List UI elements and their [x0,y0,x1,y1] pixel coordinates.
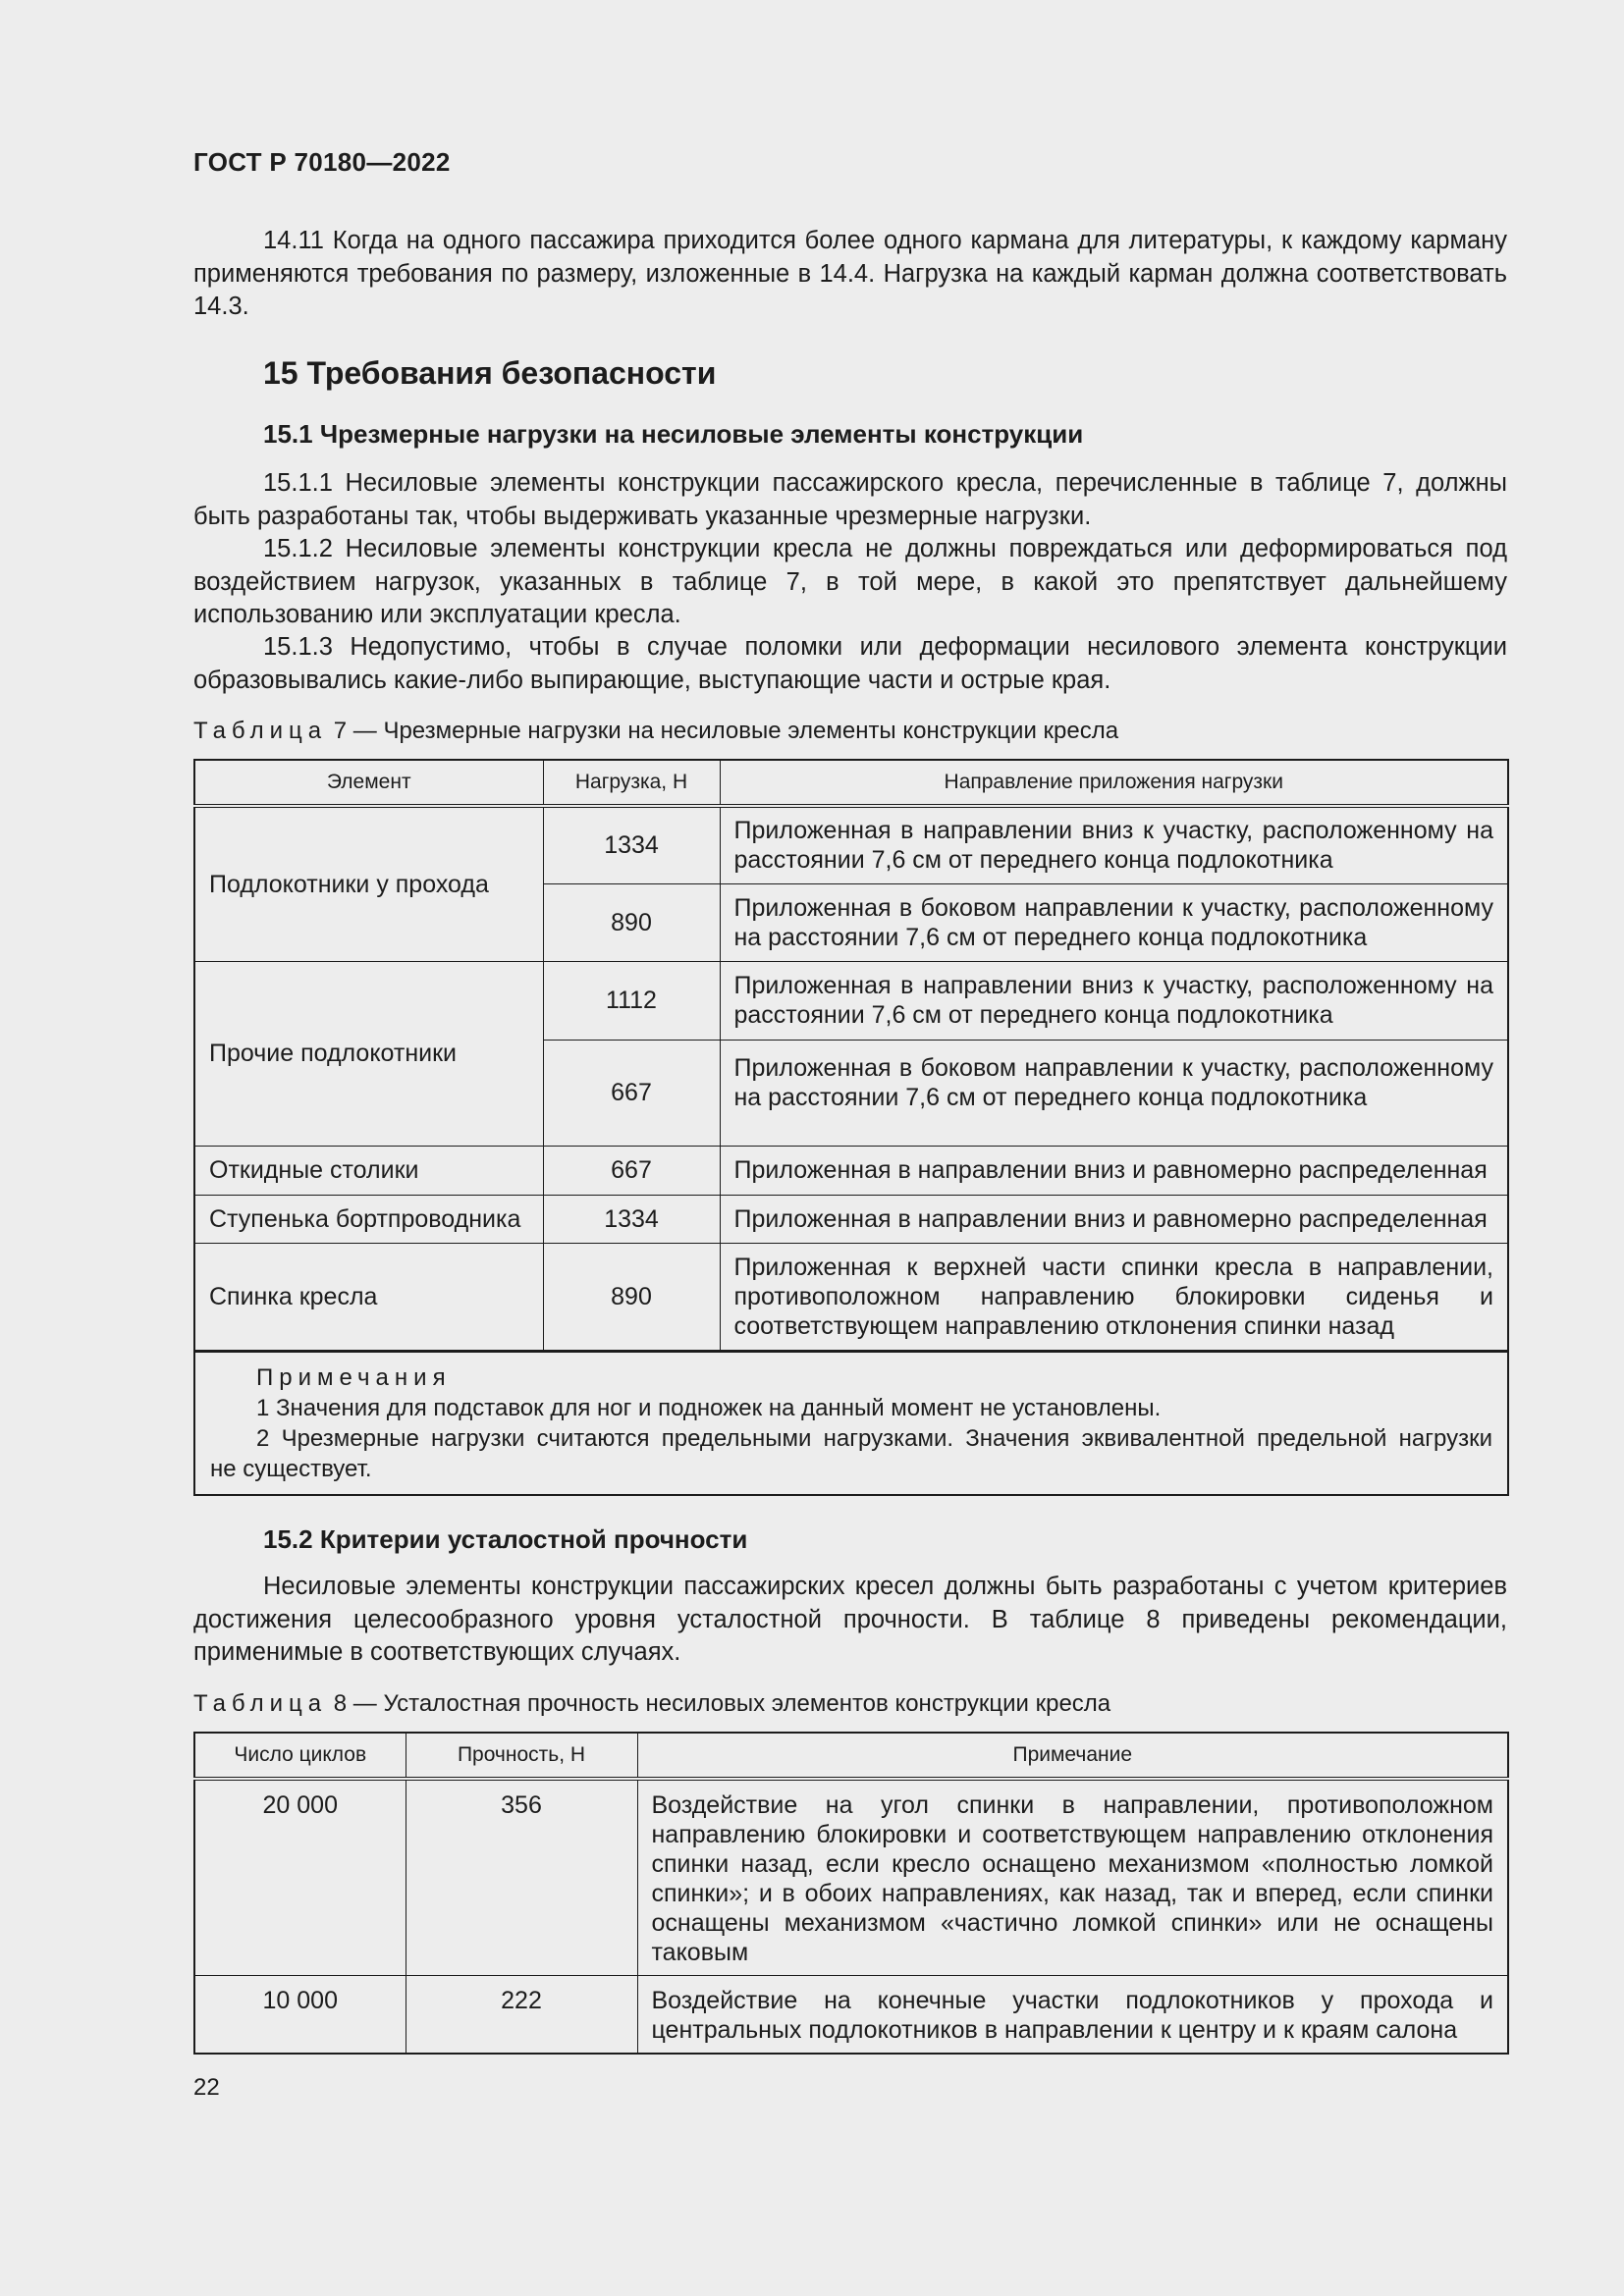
note-2-continuation: не существует. [210,1455,372,1482]
table-row [194,1975,1508,2054]
table-row [194,1146,1508,1195]
table-row [194,806,1508,883]
table7-cell-load: 1112 [543,961,720,1040]
table8-caption-text: 8 — Усталостная прочность несиловых элементов конструкции кресла [327,1690,1111,1717]
table7-cell-element: Спинка кресла [194,1243,543,1351]
table8-cell-cycles: 10 000 [194,1975,406,2054]
table8-cell-strength: 356 [406,1779,637,1975]
table7-caption-text: 7 — Чрезмерные нагрузки на несиловые элементы конструкции кресла [327,718,1119,744]
table7-notes-cell [194,1351,1508,1495]
paragraph-15-2: Несиловые элементы конструкции пассажирских кресел должны быть разработаны с учетом критериев достижения целесообразного уровня усталостной прочности. В таблице 8 приведены рекомендации, применимые в соответствующих случаях. [193,1573,1507,1666]
table7-cell-direction: Приложенная в направлении вниз и равномерно распределенная [720,1146,1508,1195]
table7-header-load: Нагрузка, Н [543,760,720,806]
table7-cell-load: 890 [543,883,720,961]
table-header-row [194,760,1508,806]
table7-cell-direction: Приложенная в направлении вниз и равномерно распределенная [720,1195,1508,1243]
table8-header-strength: Прочность, Н [406,1733,637,1779]
table8-cell-note: Воздействие на угол спинки в направлении, противоположном направлению блокировки и соответствующем направлению отклонения спинки назад, если кресло оснащено механизмом «полностью ломкой спинки»; и в обоих направлениях, как назад, так и вперед, если спинки оснащены механизмом «частично ломкой спинки» или не оснащены таковым [637,1779,1508,1975]
table8-header-note: Примечание [637,1733,1508,1779]
table7-cell-load: 1334 [543,806,720,883]
section-title-15: 15 Требования безопасности [263,355,717,391]
table-row [194,1243,1508,1351]
table7-cell-direction: Приложенная в направлении вниз к участку, расположенному на расстоянии 7,6 см от переднего конца подлокотника [720,961,1508,1040]
table-8 [193,1732,1509,2055]
document-header: ГОСТ Р 70180—2022 [193,147,451,177]
table8-caption-word: Таблица [193,1690,328,1717]
table8-cell-cycles: 20 000 [194,1779,406,1975]
paragraph-14-11: 14.11 Когда на одного пассажира приходится более одного кармана для литературы, к каждому карману применяются требования по размеру, изложенные в 14.4. Нагрузка на каждый карман должна соответствовать 14.3. [193,227,1507,320]
table7-cell-element: Подлокотники у прохода [194,806,543,961]
table-header-row [194,1733,1508,1779]
page-number: 22 [193,2074,220,2101]
paragraph-15-1-3: 15.1.3 Недопустимо, чтобы в случае поломки или деформации несилового элемента конструкции образовывались какие-либо выпирающие, выступающие части и острые края. [193,633,1507,694]
notes-title: Примечания [256,1363,452,1391]
table-row [194,961,1508,1040]
table7-cell-load: 667 [543,1146,720,1195]
table8-caption [193,1690,1110,1718]
table7-cell-direction: Приложенная к верхней части спинки кресла в направлении, противоположном направлению блокировки сиденья и соответствующем направлению отклонения спинки назад [720,1243,1508,1351]
section-title-15-1: 15.1 Чрезмерные нагрузки на несиловые элементы конструкции [263,419,1084,449]
table7-header-direction: Направление приложения нагрузки [720,760,1508,806]
table8-cell-note: Воздействие на конечные участки подлокотников у прохода и центральных подлокотников в направлении к центру и к краям салона [637,1975,1508,2054]
paragraph-15-1-1: 15.1.1 Несиловые элементы конструкции пассажирского кресла, перечисленные в таблице 7, должны быть разработаны так, чтобы выдерживать указанные чрезмерные нагрузки. [193,469,1507,530]
table7-caption-word: Таблица [193,718,328,744]
table7-cell-direction: Приложенная в направлении вниз к участку, расположенному на расстоянии 7,6 см от переднего конца подлокотника [720,806,1508,883]
table7-cell-direction: Приложенная в боковом направлении к участку, расположенному на расстоянии 7,6 см от переднего конца подлокотника [720,1040,1508,1146]
table7-header-element: Элемент [194,760,543,806]
paragraph-15-1-2: 15.1.2 Несиловые элементы конструкции кресла не должны повреждаться или деформироваться под воздействием нагрузок, указанных в таблице 7, в той мере, в какой это препятствует дальнейшему использованию или эксплуатации кресла. [193,535,1507,628]
table8-cell-strength: 222 [406,1975,637,2054]
table7-cell-element: Прочие подлокотники [194,961,543,1146]
table7-cell-element: Ступенька бортпроводника [194,1195,543,1243]
section-title-15-2: 15.2 Критерии усталостной прочности [263,1524,748,1554]
table7-cell-load: 890 [543,1243,720,1351]
table7-cell-direction: Приложенная в боковом направлении к участку, расположенному на расстоянии 7,6 см от переднего конца подлокотника [720,883,1508,961]
table-row [194,1195,1508,1243]
table-7 [193,759,1509,1496]
table7-notes [194,1351,1508,1495]
note-1: 1 Значения для подставок для ног и подножек на данный момент не установлены. [256,1394,1162,1421]
table7-caption [193,718,1118,745]
table7-cell-load: 667 [543,1040,720,1146]
table7-cell-load: 1334 [543,1195,720,1243]
table-row [194,1779,1508,1975]
note-2-first-line: 2 Чрезмерные нагрузки считаются предельными нагрузками. Значения эквивалентной предельной нагрузки [256,1424,1492,1452]
table8-header-cycles: Число циклов [194,1733,406,1779]
table7-cell-element: Откидные столики [194,1146,543,1195]
